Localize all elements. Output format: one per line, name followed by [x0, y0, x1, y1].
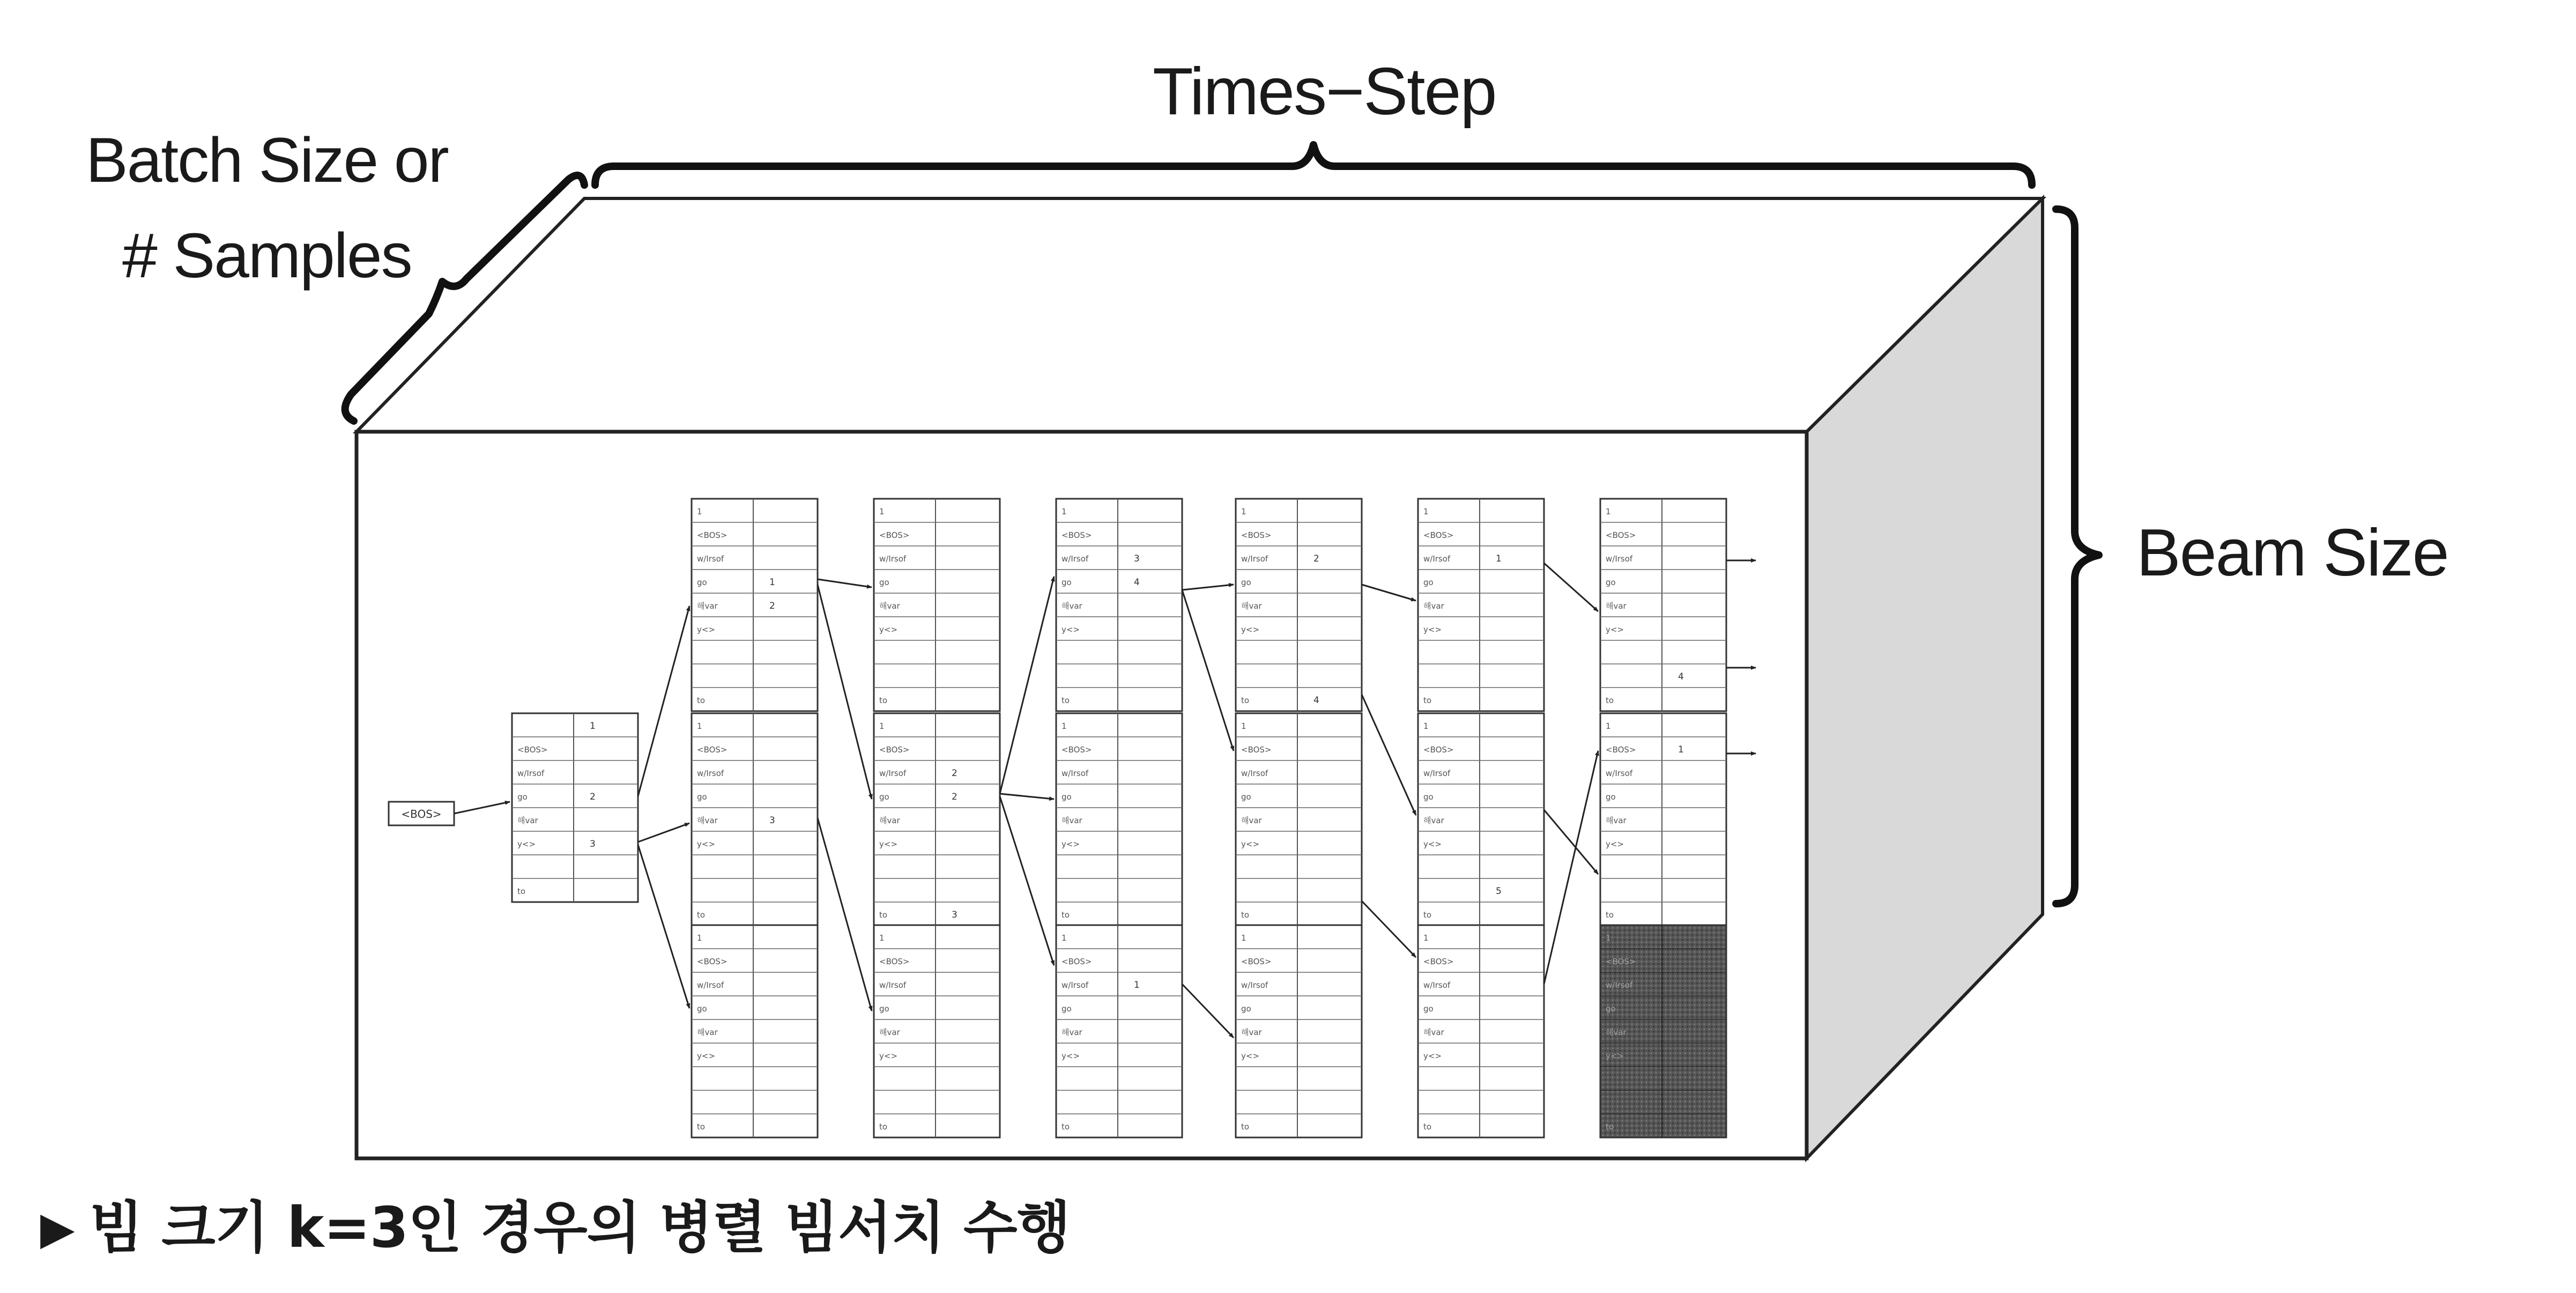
vocab-word: 해var — [1606, 601, 1627, 611]
vocab-word: 해var — [1061, 1028, 1082, 1037]
vocab-word: y<> — [1241, 839, 1260, 849]
vocab-word: 해var — [879, 1028, 900, 1037]
vocab-word: <BOS> — [1061, 745, 1092, 755]
vocab-word: <BOS> — [1061, 957, 1092, 966]
vocab-word: w/Irsof — [697, 554, 724, 564]
vocab-word: 1 — [1606, 933, 1611, 943]
vocab-word: to — [1606, 696, 1614, 705]
caption-text: 빔 크기 k=3인 경우의 병렬 빔서치 수행 — [89, 1195, 1071, 1260]
vocab-word: 해var — [879, 816, 900, 825]
vocab-word: go — [1241, 792, 1251, 802]
vocab-word: w/Irsof — [1061, 980, 1089, 990]
vocab-word: y<> — [1423, 839, 1442, 849]
vocab-word: go — [1241, 578, 1251, 587]
score-value: 2 — [952, 768, 957, 779]
vocab-word: w/Irsof — [1061, 769, 1089, 778]
vocab-word: go — [1423, 578, 1434, 587]
vocab-word: 1 — [1241, 721, 1246, 731]
vocab-word: 해var — [697, 1028, 718, 1037]
vocab-word: <BOS> — [879, 957, 910, 966]
score-value: 4 — [1313, 695, 1319, 706]
score-value: 2 — [1313, 553, 1319, 564]
vocab-word: go — [879, 792, 889, 802]
vocab-word: to — [1606, 1122, 1614, 1132]
vocab-word: w/Irsof — [879, 554, 907, 564]
vocab-word: go — [1606, 1004, 1616, 1014]
vocab-word: to — [1606, 910, 1614, 920]
vocab-word: y<> — [697, 839, 716, 849]
vocab-word: 해var — [697, 601, 718, 611]
score-value: 2 — [952, 792, 957, 802]
vocab-word: w/Irsof — [1241, 769, 1268, 778]
vocab-word: 1 — [697, 933, 702, 943]
score-value: 1 — [590, 721, 596, 732]
vocab-word: go — [1423, 792, 1434, 802]
vocab-word: 1 — [1606, 507, 1611, 516]
vocab-word: y<> — [1061, 839, 1080, 849]
vocab-word: 1 — [1606, 721, 1611, 731]
vocab-word: go — [1061, 578, 1072, 587]
vocab-word: 해var — [1061, 601, 1082, 611]
score-value: 2 — [769, 601, 775, 611]
vocab-word: to — [697, 696, 706, 705]
vocab-word: 해var — [1606, 816, 1627, 825]
vocab-word: 1 — [1423, 933, 1429, 943]
vocab-word: w/Irsof — [1423, 554, 1451, 564]
vocab-word: go — [879, 578, 889, 587]
vocab-word: 해var — [879, 601, 900, 611]
vocab-word: y<> — [697, 1051, 716, 1061]
vocab-word: <BOS> — [1241, 957, 1272, 966]
vocab-word: <BOS> — [697, 745, 727, 755]
vocab-word: to — [1423, 696, 1432, 705]
vocab-word: y<> — [879, 1051, 898, 1061]
vocab-word: <BOS> — [1423, 957, 1454, 966]
caption-marker-icon: ▶ — [40, 1202, 75, 1254]
vocab-word: <BOS> — [1606, 745, 1636, 755]
score-value: 1 — [1496, 553, 1502, 564]
vocab-word: y<> — [1423, 625, 1442, 634]
vocab-word: to — [1061, 910, 1070, 920]
vocab-word: to — [1241, 696, 1250, 705]
vocab-word: 해var — [697, 816, 718, 825]
vocab-word: 1 — [879, 933, 885, 943]
vocab-word: go — [697, 1004, 707, 1014]
vocab-word: y<> — [1606, 1051, 1624, 1061]
score-value: 2 — [590, 792, 596, 802]
vocab-word: go — [697, 578, 707, 587]
vocab-word: <BOS> — [1061, 530, 1092, 540]
vocab-word: y<> — [879, 839, 898, 849]
vocab-word: 1 — [1423, 507, 1429, 516]
vocab-word: w/Irsof — [879, 980, 907, 990]
vocab-word: 1 — [1061, 933, 1067, 943]
score-value: 4 — [1678, 671, 1684, 682]
beam-size-brace — [2056, 209, 2099, 904]
vocab-word: 1 — [1241, 507, 1246, 516]
vocab-word: to — [879, 910, 888, 920]
vocab-word: w/Irsof — [1423, 980, 1451, 990]
vocab-word: w/Irsof — [1606, 980, 1633, 990]
vocab-word: to — [697, 910, 706, 920]
vocab-word: <BOS> — [1606, 530, 1636, 540]
vocab-word: w/Irsof — [697, 980, 724, 990]
vocab-word: 1 — [1061, 507, 1067, 516]
vocab-word: go — [1606, 792, 1616, 802]
vocab-word: w/Irsof — [1241, 980, 1268, 990]
score-value: 3 — [769, 815, 775, 826]
score-value: 4 — [1134, 577, 1140, 588]
vocab-word: to — [879, 1122, 888, 1132]
vocab-word: go — [879, 1004, 889, 1014]
vocab-word: 해var — [1423, 601, 1444, 611]
vocab-word: 해var — [1423, 1028, 1444, 1037]
vocab-word: w/Irsof — [879, 769, 907, 778]
vocab-word: to — [1423, 910, 1432, 920]
vocab-word: 1 — [697, 507, 702, 516]
vocab-word: 해var — [1241, 816, 1262, 825]
vocab-word: y<> — [697, 625, 716, 634]
vocab-word: 해var — [1241, 1028, 1262, 1037]
vocab-word: <BOS> — [697, 957, 727, 966]
vocab-word: go — [517, 792, 528, 802]
vocab-word: y<> — [1061, 625, 1080, 634]
vocab-word: 1 — [1241, 933, 1246, 943]
vocab-word: to — [1423, 1122, 1432, 1132]
vocab-word: 1 — [697, 721, 702, 731]
vocab-word: <BOS> — [1423, 745, 1454, 755]
vocab-word: y<> — [1606, 625, 1624, 634]
vocab-word: to — [1241, 910, 1250, 920]
vocab-word: w/Irsof — [1423, 769, 1451, 778]
times-step-brace — [595, 145, 2032, 185]
vocab-word: to — [1241, 1122, 1250, 1132]
vocab-word: go — [1061, 792, 1072, 802]
vocab-word: y<> — [1423, 1051, 1442, 1061]
vocab-word: w/Irsof — [517, 769, 545, 778]
vocab-word: y<> — [517, 839, 536, 849]
vocab-word: 1 — [1061, 721, 1067, 731]
vocab-word: to — [517, 886, 526, 896]
vocab-word: 1 — [879, 721, 885, 731]
vocab-word: 해var — [1241, 601, 1262, 611]
cube-top-face — [357, 198, 2043, 432]
score-value: 1 — [1134, 980, 1140, 991]
beam-size-label: Beam Size — [2136, 516, 2448, 590]
vocab-word: w/Irsof — [1241, 554, 1268, 564]
vocab-word: w/Irsof — [1606, 769, 1633, 778]
vocab-word: 1 — [879, 507, 885, 516]
vocab-word: y<> — [1061, 1051, 1080, 1061]
vocab-word: <BOS> — [1423, 530, 1454, 540]
vocab-word: w/Irsof — [1606, 554, 1633, 564]
batch-size-line-2: # Samples — [122, 220, 412, 291]
score-value: 3 — [952, 910, 957, 920]
vocab-word: go — [1061, 1004, 1072, 1014]
vocab-word: y<> — [1606, 839, 1624, 849]
vocab-word: go — [1241, 1004, 1251, 1014]
vocab-word: <BOS> — [879, 745, 910, 755]
vocab-word: 해var — [1423, 816, 1444, 825]
vocab-word: w/Irsof — [697, 769, 724, 778]
vocab-word: w/Irsof — [1061, 554, 1089, 564]
batch-size-line-1: Batch Size or — [86, 125, 448, 196]
vocab-word: go — [1606, 578, 1616, 587]
vocab-word: <BOS> — [1241, 745, 1272, 755]
vocab-word: 해var — [1606, 1028, 1627, 1037]
vocab-word: go — [697, 792, 707, 802]
vocab-word: to — [1061, 1122, 1070, 1132]
score-value: 3 — [590, 839, 596, 849]
vocab-word: to — [697, 1122, 706, 1132]
vocab-word: y<> — [879, 625, 898, 634]
vocab-word: 1 — [1423, 721, 1429, 731]
score-value: 1 — [769, 577, 775, 588]
vocab-word: <BOS> — [697, 530, 727, 540]
score-value: 3 — [1134, 553, 1140, 564]
vocab-word: <BOS> — [1606, 957, 1636, 966]
score-value: 1 — [1678, 744, 1684, 755]
vocab-word: 해var — [1061, 816, 1082, 825]
vocab-word: <BOS> — [1241, 530, 1272, 540]
vocab-word: 해var — [517, 816, 538, 825]
times-step-label: Times−Step — [1153, 55, 1496, 129]
score-value: 5 — [1496, 886, 1502, 897]
start-token-text: <BOS> — [401, 808, 442, 821]
vocab-word: to — [879, 696, 888, 705]
vocab-word: go — [1423, 1004, 1434, 1014]
vocab-word: to — [1061, 696, 1070, 705]
vocab-word: y<> — [1241, 1051, 1260, 1061]
vocab-word: <BOS> — [879, 530, 910, 540]
vocab-word: <BOS> — [517, 745, 548, 755]
vocab-word: y<> — [1241, 625, 1260, 634]
